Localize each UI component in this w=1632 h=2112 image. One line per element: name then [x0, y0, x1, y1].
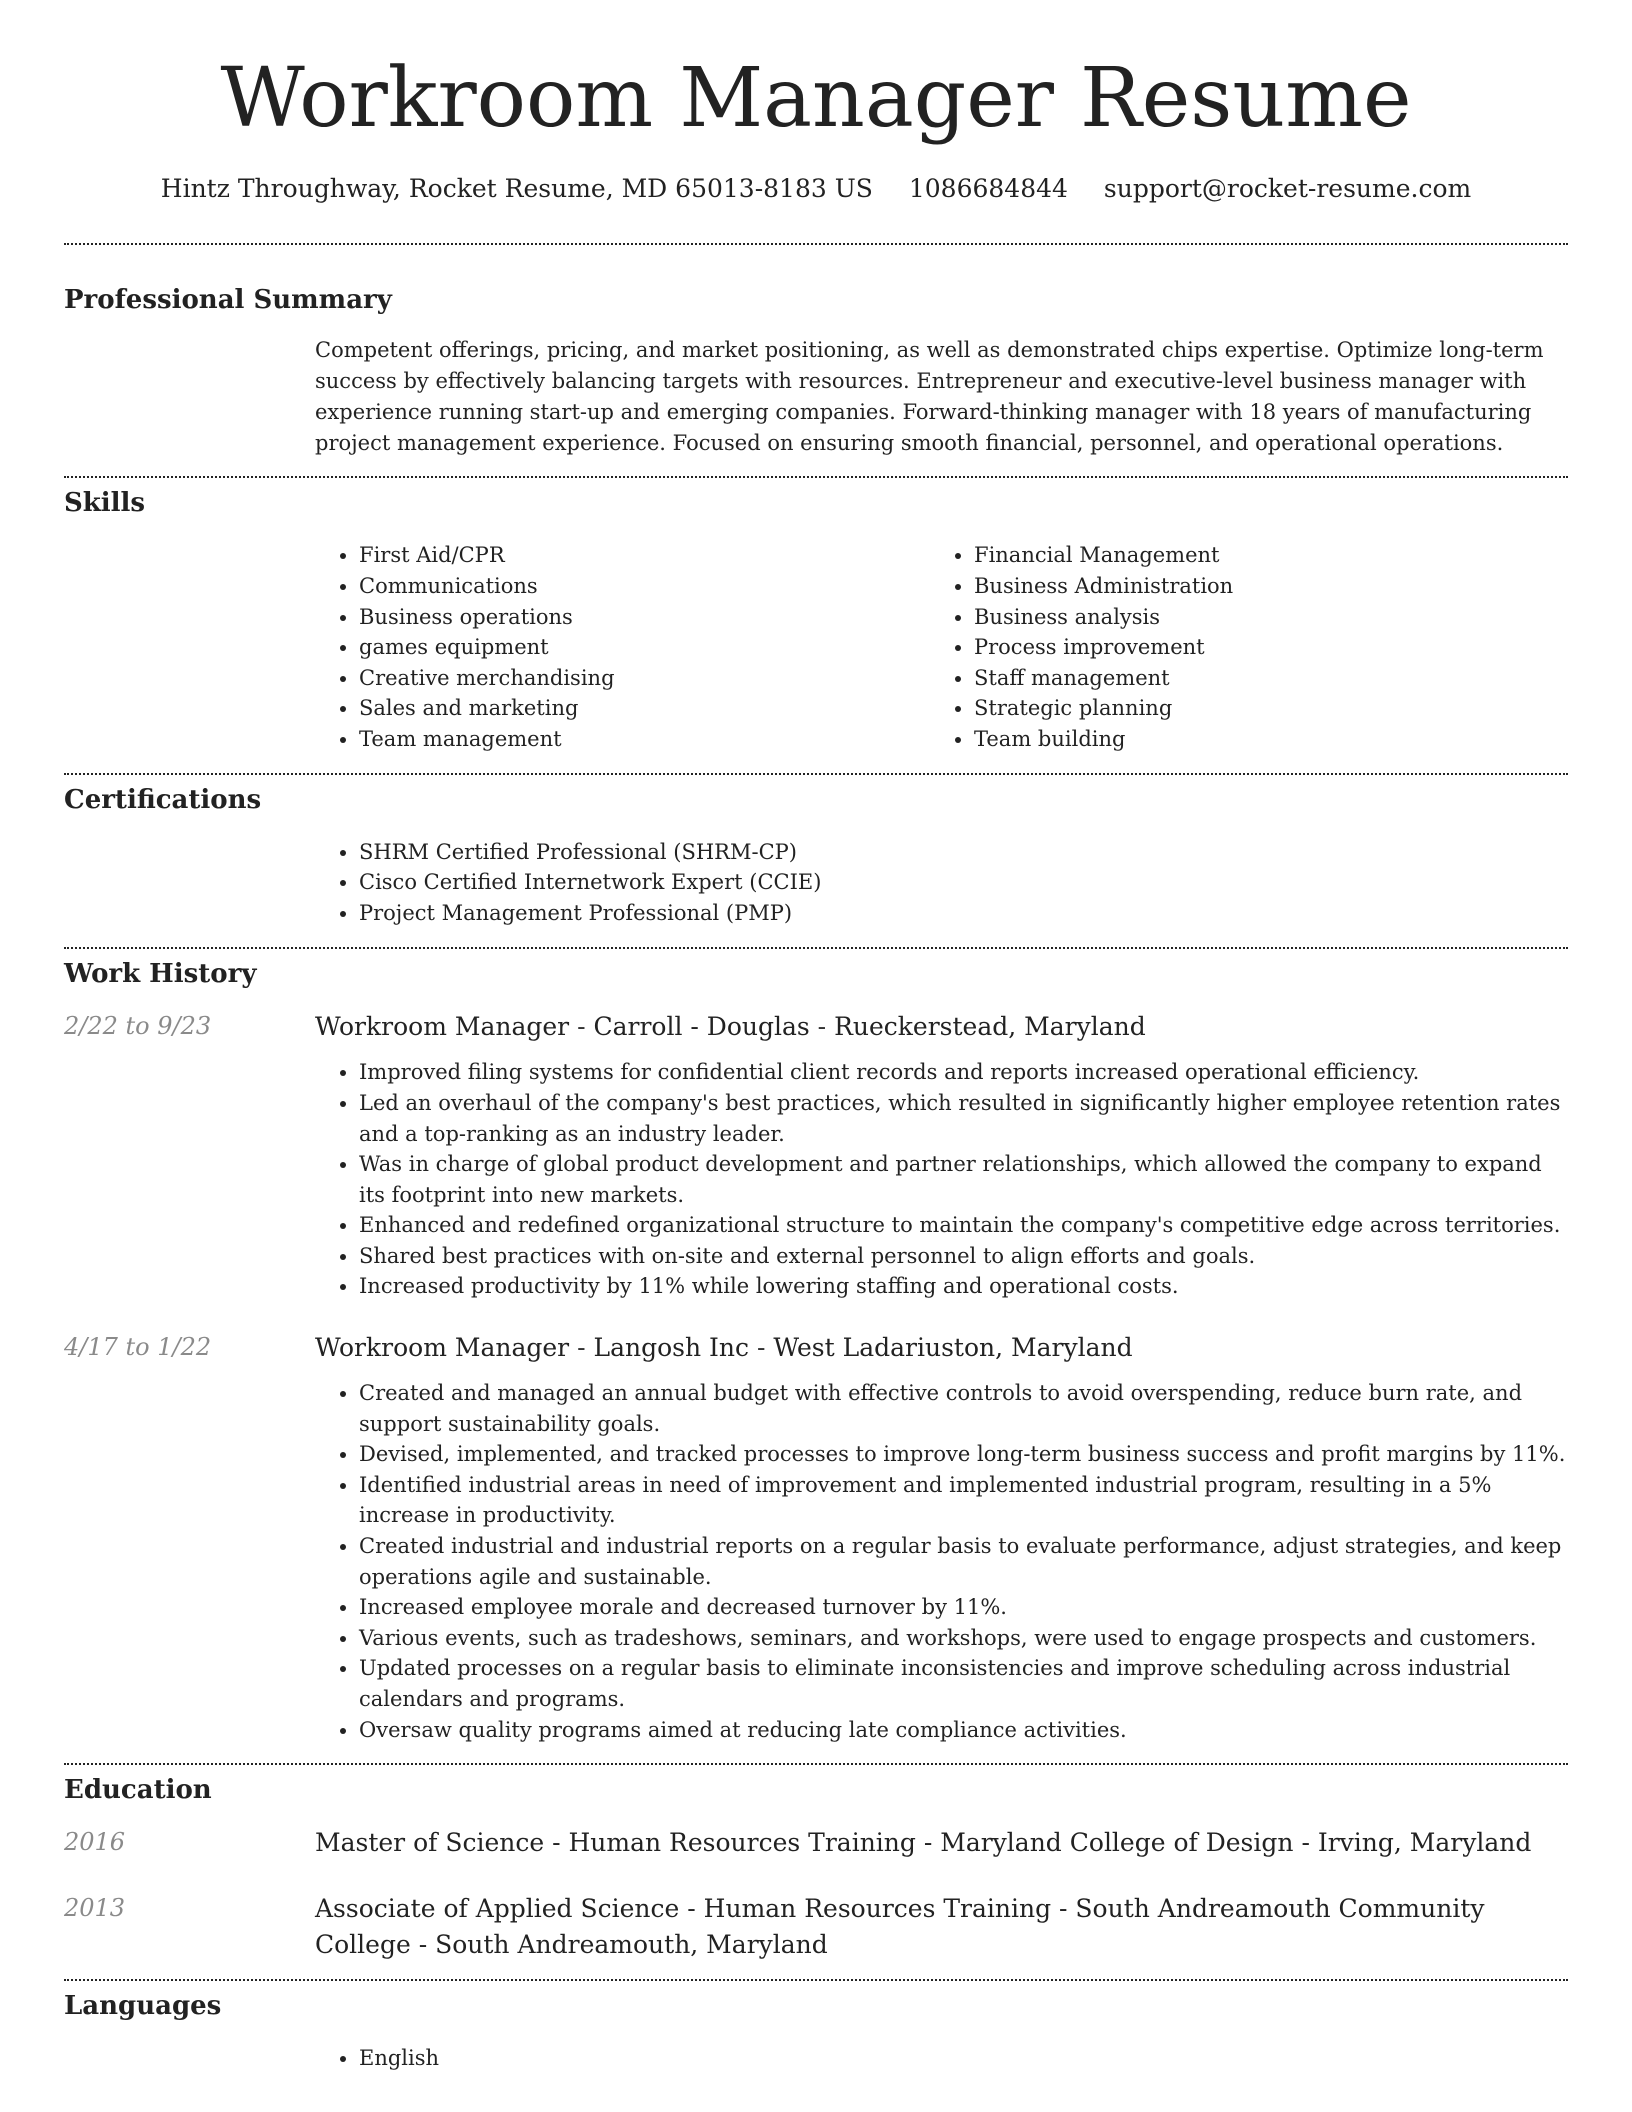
list-item: • games equipment — [359, 632, 930, 663]
list-item: • Sales and marketing — [359, 693, 930, 724]
list-item: • Team building — [974, 724, 1545, 755]
list-item: • Process improvement — [974, 632, 1545, 663]
list-item: • Created industrial and industrial reports on a regular basis to evaluate performance, adjust strategies, and keep operations agile and sustainable. — [359, 1531, 1568, 1592]
summary-section — [0, 245, 1632, 459]
list-item: • English — [359, 2043, 1568, 2074]
list-item: • Team management — [359, 724, 930, 755]
list-item: • Improved filing systems for confidential client records and reports increased operational efficiency. — [359, 1057, 1568, 1088]
job-title: Workroom Manager - Carroll - Douglas - Rueckerstead, Maryland — [315, 1012, 1146, 1042]
job-role: Workroom Manager — [315, 1333, 570, 1363]
section-title-skills: Skills — [64, 488, 146, 519]
education-degree: Associate of Applied Science - Human Resources Training - South Andreamouth Community College - South Andreamouth, Maryland — [315, 1894, 1485, 1960]
education-entry — [64, 1825, 1568, 1861]
contact-email: support@rocket-resume.com — [1103, 174, 1472, 204]
job-bullets — [315, 1057, 1568, 1302]
skills-section — [0, 478, 1632, 754]
list-item: • Identified industrial areas in need of improvement and implemented industrial program, resulting in a 5% increase in productivity. — [359, 1470, 1568, 1531]
list-item: • Strategic planning — [974, 693, 1545, 724]
section-title-summary: Professional Summary — [64, 285, 392, 316]
skills-list-left — [315, 540, 930, 754]
list-item: • Project Management Professional (PMP) — [359, 898, 1568, 929]
job-dates: 4/17 to 1/22 — [64, 1333, 212, 1362]
section-title-languages: Languages — [64, 1991, 222, 2022]
education-entry — [64, 1891, 1568, 1963]
certifications-section — [0, 775, 1632, 929]
list-item: • Was in charge of global product development and partner relationships, which allowed the company to expand its footprint into new markets. — [359, 1149, 1568, 1210]
list-item: • Led an overhaul of the company's best practices, which resulted in significantly higher employee retention rates and a top-ranking as an industry leader. — [359, 1088, 1568, 1149]
list-item: • Cisco Certified Internetwork Expert (CCIE) — [359, 867, 1568, 898]
list-item: • Created and managed an annual budget with effective controls to avoid overspending, reduce burn rate, and support sustainability goals. — [359, 1378, 1568, 1439]
section-title-work: Work History — [64, 959, 257, 990]
list-item: • Staff management — [974, 663, 1545, 694]
job-dates: 2/22 to 9/23 — [64, 1012, 212, 1041]
list-item: • Business Administration — [974, 571, 1545, 602]
education-degree: Master of Science - Human Resources Training - Maryland College of Design - Irving, Maryland — [315, 1828, 1532, 1858]
summary-text: Competent offerings, pricing, and market positioning, as well as demonstrated chips expertise. Optimize long-term success by effectively balancing targets with resources. Entrepreneur and executive-level business manager with experience running start-up and emerging companies. Forward-thinking manager with 18 years of manufacturing project management experience. Focused on ensuring smooth financial, personnel, and operational operations. — [315, 338, 1544, 456]
list-item: • Increased productivity by 11% while lowering staffing and operational costs. — [359, 1271, 1568, 1302]
job-location: West Ladariuston, Maryland — [773, 1333, 1133, 1363]
list-item: • Enhanced and redefined organizational structure to maintain the company's competitive edge across territories. — [359, 1210, 1568, 1241]
education-year: 2013 — [64, 1894, 126, 1923]
list-item: • First Aid/CPR — [359, 540, 930, 571]
job-bullets — [315, 1378, 1568, 1745]
job-company: Carroll - Douglas — [593, 1012, 810, 1042]
list-item: • Communications — [359, 571, 930, 602]
contact-phone: 1086684844 — [908, 174, 1068, 204]
skills-list-right — [930, 540, 1545, 754]
list-item: • Various events, such as tradeshows, seminars, and workshops, were used to engage prospects and customers. — [359, 1623, 1568, 1654]
list-item: • Updated processes on a regular basis to eliminate inconsistencies and improve scheduling across industrial calendars and programs. — [359, 1653, 1568, 1714]
languages-section — [0, 1981, 1632, 2074]
list-item: • Increased employee morale and decreased turnover by 11%. — [359, 1592, 1568, 1623]
education-year: 2016 — [64, 1828, 126, 1857]
job-entry — [64, 1330, 1568, 1366]
section-title-education: Education — [64, 1775, 212, 1806]
languages-list — [315, 2043, 1568, 2074]
list-item: • Business analysis — [974, 602, 1545, 633]
contact-line — [0, 174, 1632, 203]
contact-address: Hintz Throughway, Rocket Resume, MD 65013-8183 US — [160, 174, 873, 204]
list-item: • Creative merchandising — [359, 663, 930, 694]
list-item: • Financial Management — [974, 540, 1545, 571]
list-item: • Devised, implemented, and tracked processes to improve long-term business success and profit margins by 11%. — [359, 1439, 1568, 1470]
resume-header — [0, 0, 1632, 203]
job-title: Workroom Manager - Langosh Inc - West Ladariuston, Maryland — [315, 1333, 1133, 1363]
work-section — [0, 949, 1632, 1745]
job-role: Workroom Manager — [315, 1012, 570, 1042]
resume-title: Workroom Manager Resume — [220, 51, 1412, 146]
certifications-list — [315, 837, 1568, 929]
list-item: • SHRM Certified Professional (SHRM-CP) — [359, 837, 1568, 868]
job-company: Langosh Inc — [593, 1333, 749, 1363]
list-item: • Shared best practices with on-site and external personnel to align efforts and goals. — [359, 1241, 1568, 1272]
education-section — [0, 1765, 1632, 1963]
job-location: Rueckerstead, Maryland — [834, 1012, 1146, 1042]
list-item: • Oversaw quality programs aimed at reducing late compliance activities. — [359, 1715, 1568, 1746]
list-item: • Business operations — [359, 602, 930, 633]
job-entry — [64, 1009, 1568, 1045]
section-title-certifications: Certifications — [64, 784, 262, 815]
